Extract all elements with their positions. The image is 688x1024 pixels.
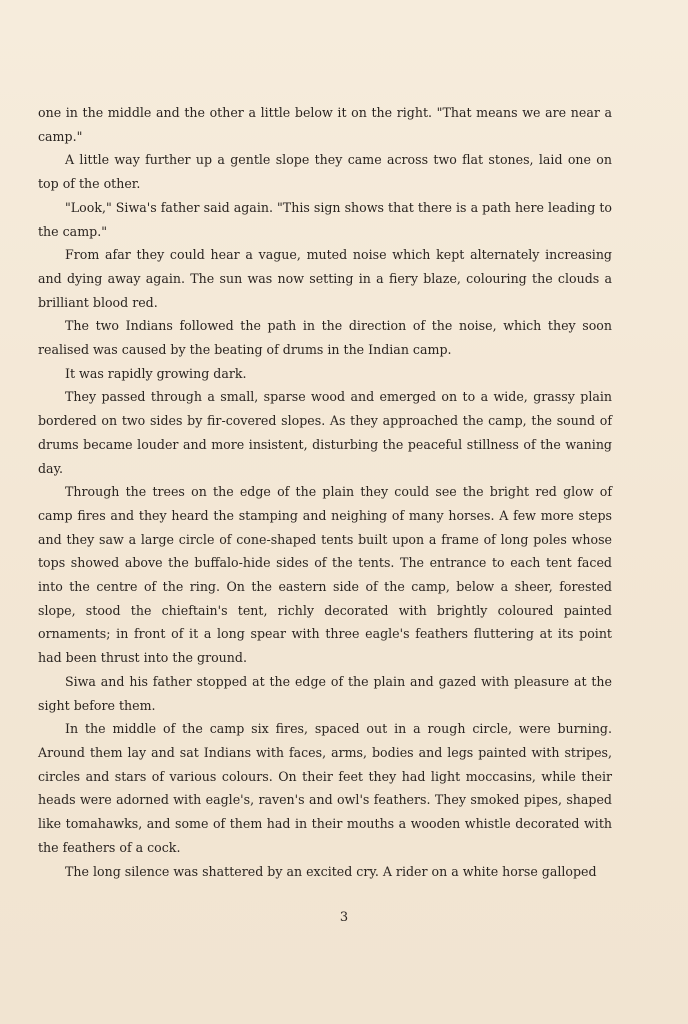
- paragraph-3: "Look," Siwa's father said again. "This sign shows that there is a path here leading to the camp.": [38, 199, 612, 239]
- paragraph-8: Through the trees on the edge of the plain they could see the bright red glow of camp fires and they heard the stamping and neighing of many horses. A few more steps and they saw a large circle of cone-shaped tents built upon a frame of long poles whose tops showed above the buffalo-hide sides of the tents. The entrance to each tent faced into the centre of the ring. On the eastern side of the camp, below a sheer, forested slope, stood the chieftain's tent, richly decorated with brightly coloured painted ornaments; in front of it a long spear with three eagle's feathers fluttering at its point had been thrust into the ground.: [38, 484, 612, 666]
- paragraph-2: A little way further up a gentle slope they came across two flat stones, laid one on top of the other.: [38, 152, 612, 192]
- paragraph-1: one in the middle and the other a little below it on the right. "That means we are near a camp.": [38, 105, 612, 144]
- paragraph-7: They passed through a small, sparse wood and emerged on to a wide, grassy plain bordered on two sides by fir-covered slopes. As they approached the camp, the sound of drums became louder and more insistent, disturbing the peaceful stillness of the waning day.: [38, 389, 612, 476]
- body-text: [38, 101, 612, 883]
- paragraph-11: The long silence was shattered by an excited cry. A rider on a white horse galloped: [65, 863, 597, 879]
- paragraph-9: Siwa and his father stopped at the edge of the plain and gazed with pleasure at the sight before them.: [38, 673, 612, 713]
- paragraph-6: It was rapidly growing dark.: [65, 365, 247, 381]
- paragraph-10: In the middle of the camp six fires, spaced out in a rough circle, were burning. Around them lay and sat Indians with faces, arms, bodies and legs painted with stripes, circles and stars of various colours. On their feet they had light moccasins, while their heads were adorned with eagle's, raven's and owl's feathers. They smoked pipes, shaped like tomahawks, and some of them had in their mouths a wooden whistle decorated with the feathers of a cock.: [38, 721, 612, 855]
- paragraph-5: The two Indians followed the path in the direction of the noise, which they soon realised was caused by the beating of drums in the Indian camp.: [38, 318, 612, 358]
- paragraph-4: From afar they could hear a vague, muted noise which kept alternately increasing and dying away again. The sun was now setting in a fiery blaze, colouring the clouds a brilliant blood red.: [38, 247, 612, 310]
- page-number: 3: [339, 910, 349, 925]
